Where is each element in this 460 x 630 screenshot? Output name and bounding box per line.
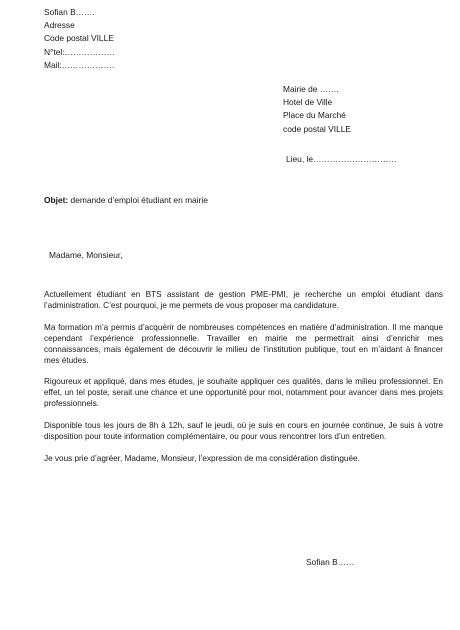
sender-block [44,6,115,72]
sender-postal-code: Code postal VILLE [44,33,114,44]
recipient-line-4: code postal VILLE [283,123,351,134]
body-paragraph-2: Ma formation m’a permis d’acquérir de nombreuses compétences en matière d’administration. Il me manque cependant l’expérience professionnelle. Travailler en mairie me permettrait ainsi d’enrichir mes connaissances, mais également de découvrir le milieu de l’institution publique, tout en m’aidant à financer mes études. [44,322,443,365]
sender-mail: Mail:………………. [44,59,115,70]
recipient-block [283,83,351,136]
sender-name: Sofian B……. [44,7,95,17]
sender-phone: N°tel:……………… [44,46,115,57]
body-paragraph-4: Disponible tous les jours de 8h à 12h, sauf le jeudi, où je suis en cours en journée continue, Je suis à votre disposition pour toute information complémentaire, ou pour vous rencontrer lors d’un entretien. [44,421,443,442]
salutation: Madame, Monsieur, [49,250,123,260]
body-paragraph-5: Je vous prie d’agréer, Madame, Monsieur, l’expression de ma considération distinguée. [44,453,360,463]
place-date: Lieu, le………………………… [286,154,397,164]
letter-body [44,290,443,476]
body-paragraph-3: Rigoureux et appliqué, dans mes études, je souhaite appliquer ces qualités, dans le milieu professionnel. En effet, un tel poste, serait une chance et une opportunité pour moi, notamment pour avancer dans mes projets professionnels. [44,377,443,409]
subject-line [44,194,208,206]
subject-text: demande d’emploi étudiant en mairie [68,195,208,205]
body-paragraph-1: Actuellement étudiant en BTS assistant de gestion PME-PMI, je recherche un emploi étudiant dans l’administration. C’est pourquoi, je me permets de vous proposer ma candidature. [44,290,443,310]
sender-address: Adresse [44,20,75,31]
subject-label: Objet: [44,195,69,205]
signature: Sofian B…… [306,557,355,567]
recipient-line-1: Mairie de ……. [283,84,339,94]
recipient-line-3: Place du Marché [283,110,346,121]
recipient-line-2: Hotel de Ville [283,97,333,108]
